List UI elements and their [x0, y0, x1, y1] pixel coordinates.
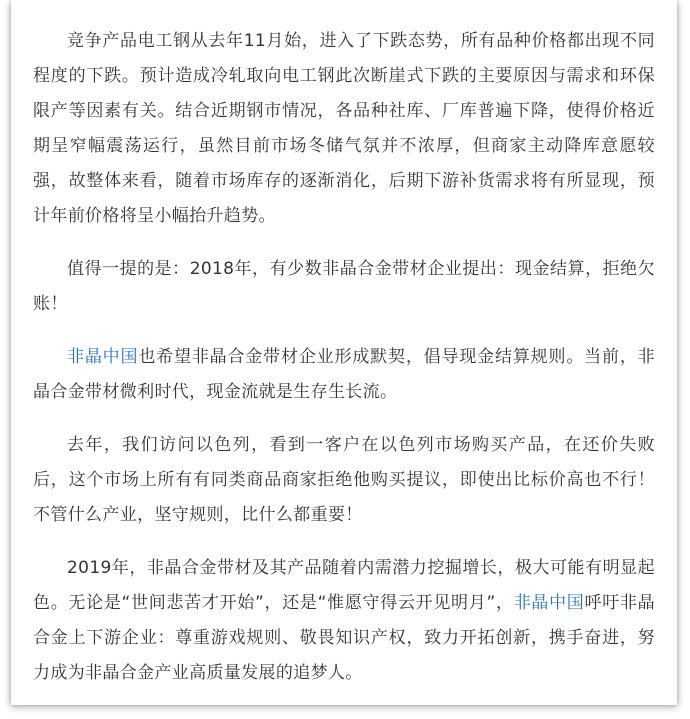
paragraph-5	[33, 551, 655, 691]
feijing-china-link[interactable]: 非晶中国	[67, 347, 139, 367]
paragraph-1-text: 竞争产品电工钢从去年11月始，进入了下跌态势，所有品种价格都出现不同程度的下跌。预计造成冷轧取向电工钢此次断崖式下跌的主要原因与需求和环保限产等因素有关。结合近期钢市情况，各品种社库、厂库普遍下降，使得价格近期呈窄幅震荡运行，虽然目前市场冬储气氛并不浓厚，但商家主动降库意愿较强，故整体来看，随着市场库存的逐渐消化，后期下游补货需求将有所显现，预计年前价格将呈小幅抬升趋势。	[33, 31, 655, 226]
paragraph-3-text: 也希望非晶合金带材企业形成默契，倡导现金结算规则。当前，非晶合金带材微利时代，现金流就是生存生长流。	[33, 347, 655, 402]
feijing-china-link[interactable]: 非晶中国	[513, 593, 585, 613]
paragraph-2	[33, 252, 655, 322]
article-card	[11, 0, 677, 705]
paragraph-4	[33, 428, 655, 533]
paragraph-3	[33, 340, 655, 410]
paragraph-gap	[33, 234, 655, 252]
paragraph-gap	[33, 410, 655, 428]
paragraph-5-text-start: 2019年，非晶合金带材及其产品随着内需潜力挖掘增长，极大可能有明显起色。无论是“世间悲苦才开始”，还是“惟愿守得云开见明月”，	[33, 558, 655, 613]
paragraph-4-text: 去年，我们访问以色列，看到一客户在以色列市场购买产品，在还价失败后，这个市场上所有有同类商品商家拒绝他购买提议，即使出比标价高也不行！不管什么产业，坚守规则，比什么都重要！	[33, 435, 655, 525]
paragraph-2-text: 值得一提的是：2018年，有少数非晶合金带材企业提出：现金结算，拒绝欠账！	[33, 259, 655, 314]
paragraph-gap	[33, 322, 655, 340]
paragraph-gap	[33, 533, 655, 551]
paragraph-5-text-end: 呼吁非晶合金上下游企业：尊重游戏规则、敬畏知识产权，致力开拓创新，携手奋进，努力成为非晶合金产业高质量发展的追梦人。	[33, 593, 655, 683]
paragraph-1	[33, 24, 655, 234]
